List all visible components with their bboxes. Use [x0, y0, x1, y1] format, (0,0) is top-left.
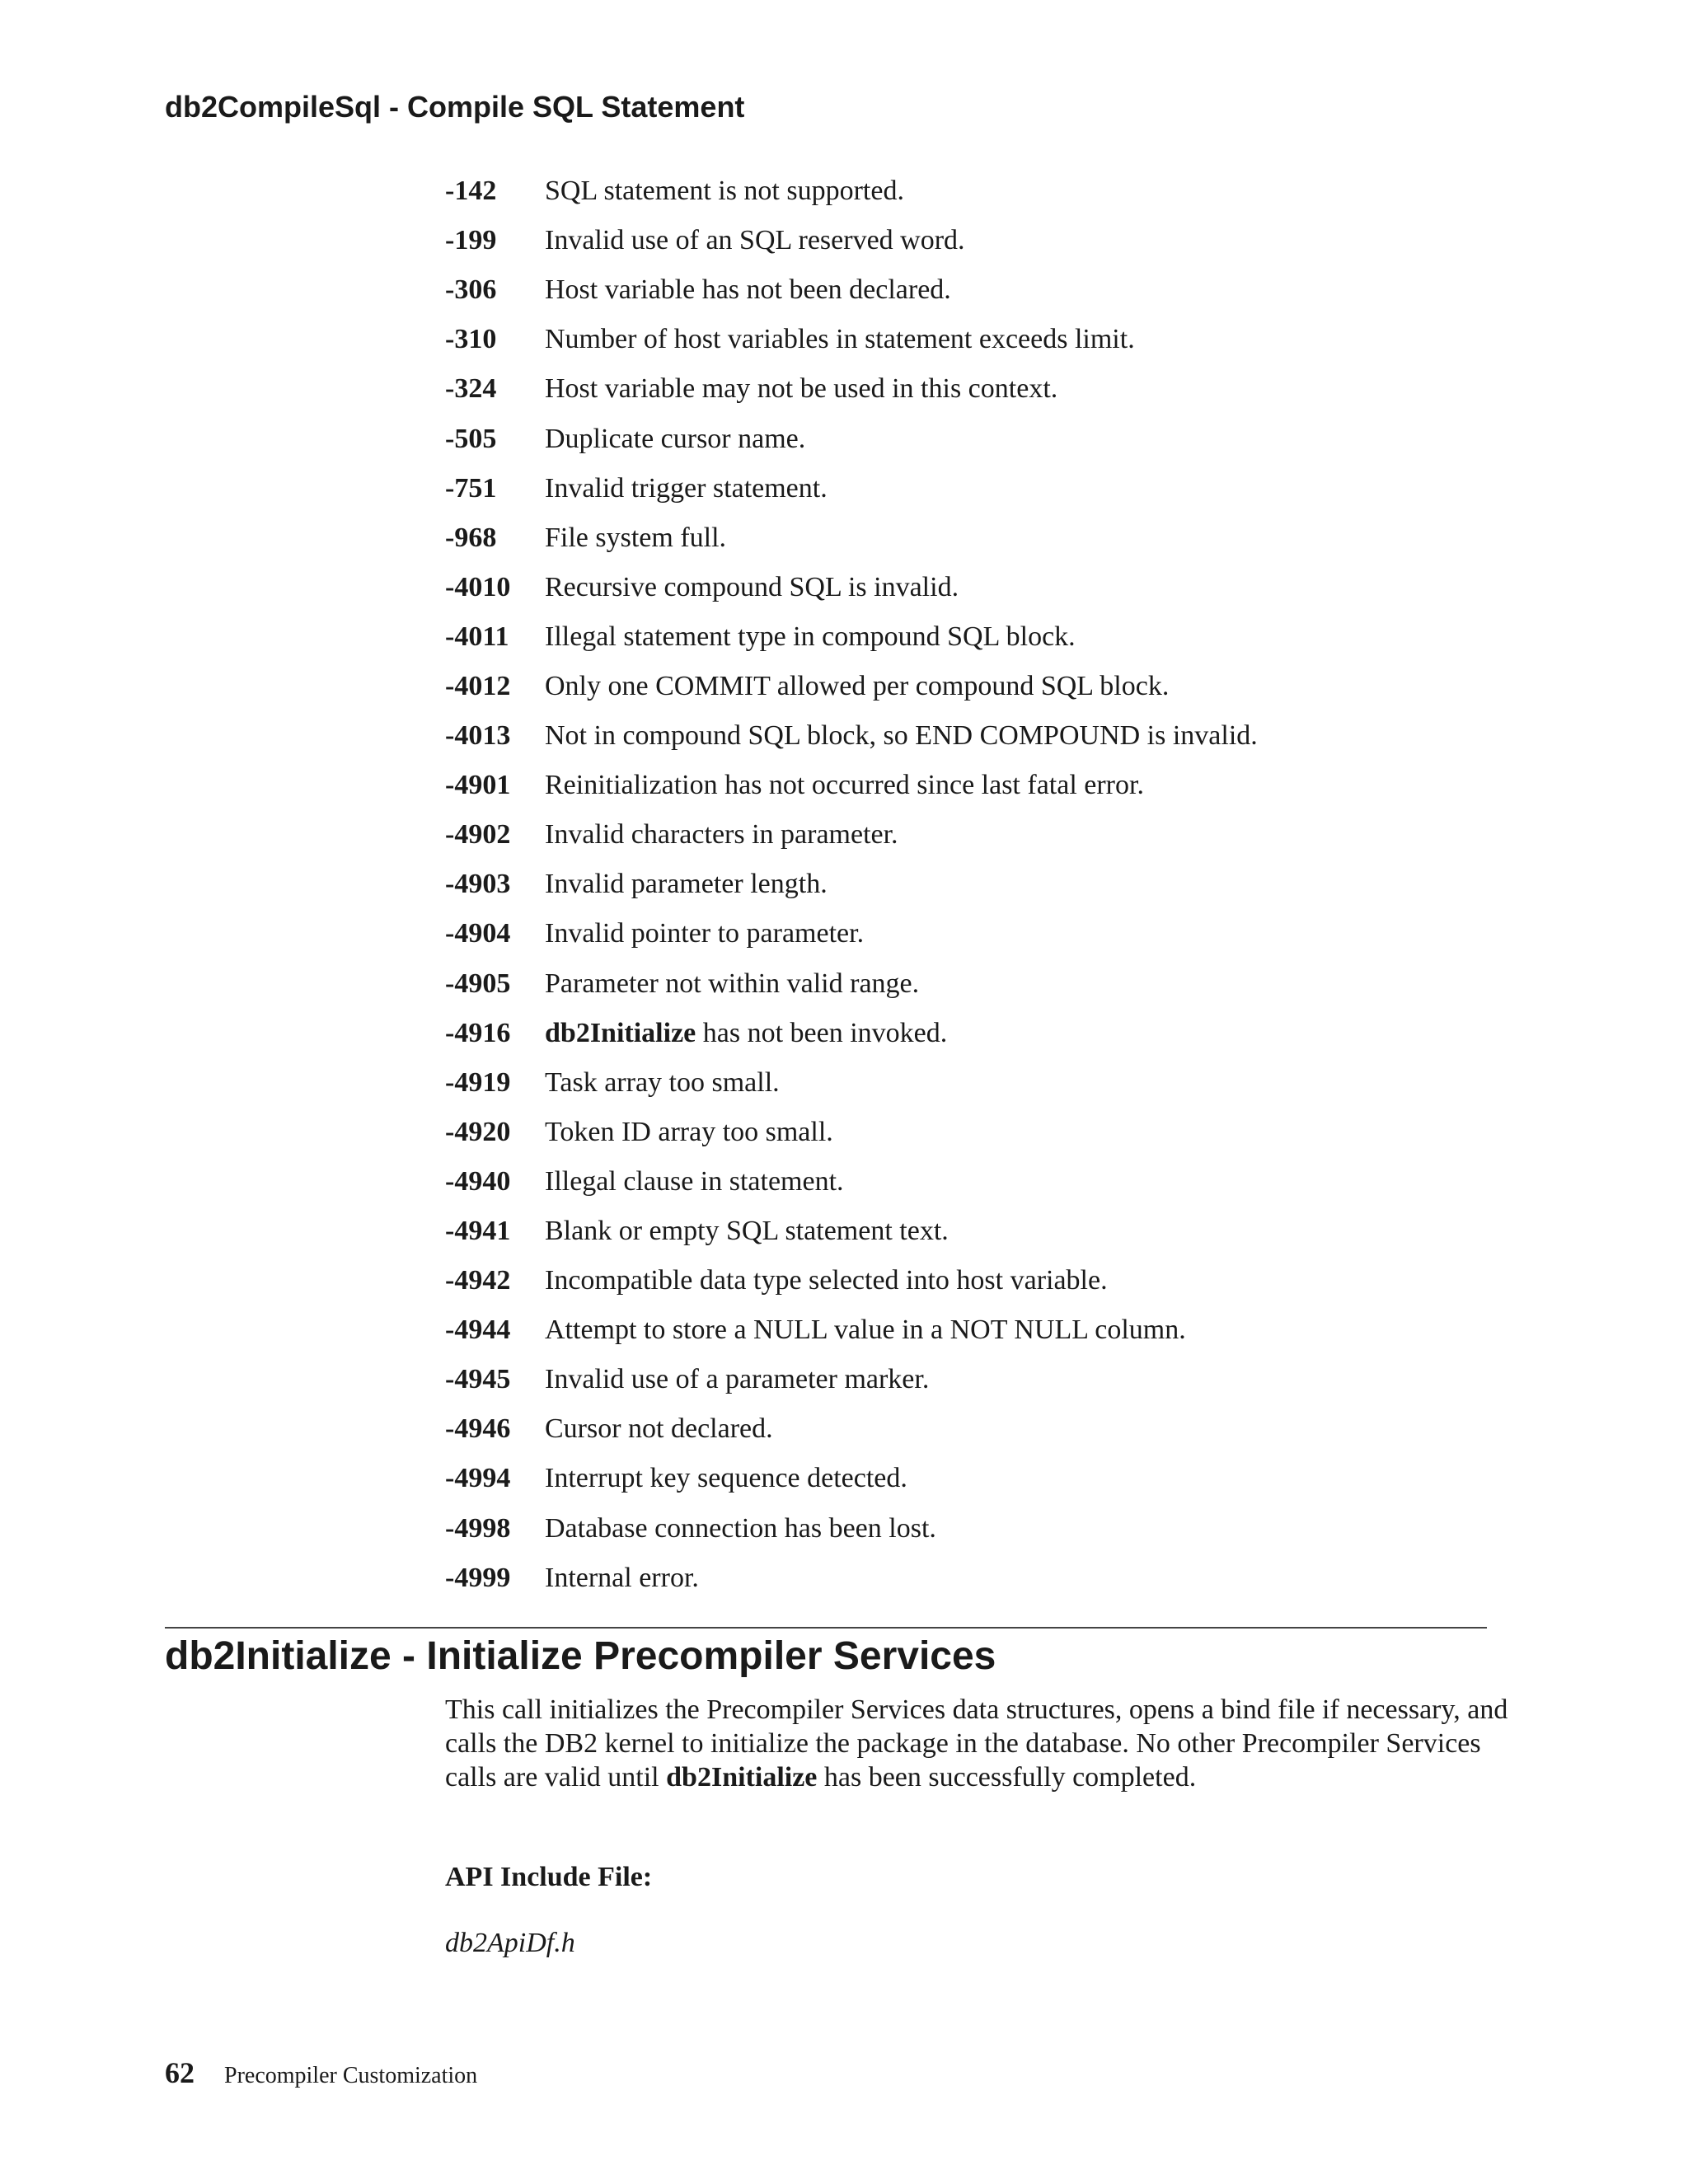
- return-code-description-text: Invalid parameter length.: [545, 869, 828, 900]
- return-code-description-text: Invalid trigger statement.: [545, 472, 828, 504]
- return-code: -968: [445, 522, 497, 553]
- return-code-description: [545, 1265, 1108, 1296]
- return-code-description-text: Token ID array too small.: [545, 1116, 833, 1147]
- return-code: -4994: [445, 1463, 511, 1494]
- return-code-description-text: Duplicate cursor name.: [545, 423, 806, 454]
- return-code-row: [445, 1504, 1517, 1554]
- return-code: -4903: [445, 869, 511, 900]
- return-code-description: [545, 1463, 907, 1494]
- description-text-start: This call initializes the Precompiler Services data structures, opens a bind file if necessary, and calls the DB2 kernel to initialize the package in the database. No other Precompiler Services calls are valid until: [445, 1694, 1508, 1793]
- return-code-description: [545, 918, 864, 949]
- return-code: -4013: [445, 720, 511, 752]
- return-code-description-text: Reinitialization has not occurred since last fatal error.: [545, 770, 1144, 801]
- return-code-description: [545, 1216, 949, 1247]
- return-code: -4946: [445, 1413, 511, 1445]
- return-code-description: [545, 1513, 936, 1544]
- return-code: -4944: [445, 1315, 511, 1346]
- description-text-end: has been successfully completed.: [817, 1762, 1197, 1793]
- return-code: -4999: [445, 1562, 511, 1593]
- return-code-description-text: Interrupt key sequence detected.: [545, 1463, 907, 1494]
- return-code: -751: [445, 472, 497, 504]
- return-code-description-text: Illegal clause in statement.: [545, 1165, 844, 1197]
- return-code-description: [545, 1315, 1186, 1346]
- api-include-file-name: db2ApiDf.h: [445, 1928, 575, 1958]
- return-code-description: [545, 176, 904, 207]
- return-code-description-text: Not in compound SQL block, so END COMPOUND is invalid.: [545, 720, 1258, 752]
- return-code-row: [445, 166, 1517, 216]
- return-code-description: [545, 373, 1057, 405]
- return-code-row: [445, 216, 1517, 265]
- return-code-description: [545, 324, 1135, 355]
- return-code-description-text: File system full.: [545, 522, 727, 553]
- return-code-row: [445, 1554, 1517, 1603]
- return-code: -4945: [445, 1364, 511, 1395]
- page-number: 62: [165, 2056, 195, 2089]
- return-code-description-text: Invalid pointer to parameter.: [545, 918, 865, 949]
- return-code-description: [545, 720, 1258, 752]
- return-code-description-text: SQL statement is not supported.: [545, 176, 904, 207]
- section-description: [445, 1693, 1517, 1794]
- return-code-row: [445, 1009, 1517, 1058]
- return-code: -4905: [445, 968, 511, 999]
- return-code-description: [545, 1413, 773, 1445]
- return-code: -4010: [445, 571, 511, 602]
- return-code-row: [445, 265, 1517, 315]
- return-code-row: [445, 1355, 1517, 1404]
- return-code-description-text: Host variable may not be used in this context.: [545, 373, 1058, 405]
- return-code: -4916: [445, 1017, 511, 1048]
- return-code-list: [445, 166, 1517, 1603]
- return-code-row: [445, 1256, 1517, 1305]
- return-code-description-text: Parameter not within valid range.: [545, 968, 920, 999]
- return-code-row: [445, 315, 1517, 364]
- return-code-description: [545, 473, 828, 504]
- return-code: -4902: [445, 819, 511, 851]
- return-code-row: [445, 1058, 1517, 1108]
- return-code-description-text: Number of host variables in statement exceeds limit.: [545, 324, 1135, 355]
- return-code-description: [545, 1117, 833, 1148]
- return-code-description: [545, 770, 1144, 801]
- return-code-row: [445, 810, 1517, 860]
- return-code-description: [545, 621, 1076, 653]
- return-code-description-text: Incompatible data type selected into host variable.: [545, 1265, 1108, 1296]
- return-code-row: [445, 1108, 1517, 1157]
- return-code-description-text: Database connection has been lost.: [545, 1512, 936, 1544]
- return-code-row: [445, 464, 1517, 513]
- return-code: -4998: [445, 1512, 511, 1544]
- return-code-description: [545, 274, 951, 306]
- return-code-description: [545, 968, 919, 1000]
- section-divider: [165, 1627, 1487, 1629]
- return-code-row: [445, 612, 1517, 662]
- footer-title: Precompiler Customization: [224, 2063, 478, 2088]
- return-code: -324: [445, 373, 497, 405]
- return-code-description-text: Recursive compound SQL is invalid.: [545, 571, 959, 602]
- return-code-description: [545, 225, 965, 256]
- return-code-description-text: Attempt to store a NULL value in a NOT NULL column.: [545, 1315, 1186, 1346]
- return-code-row: [445, 563, 1517, 612]
- return-code-function-name: db2Initialize: [545, 1017, 696, 1048]
- return-code: -4011: [445, 621, 509, 652]
- return-code-description-text: Invalid characters in parameter.: [545, 819, 898, 851]
- return-code: -4904: [445, 918, 511, 949]
- return-code-description: [545, 819, 898, 851]
- return-code-description: [545, 1563, 699, 1594]
- return-code-row: [445, 414, 1517, 463]
- return-code-description-text: Task array too small.: [545, 1066, 780, 1098]
- return-code: -310: [445, 324, 497, 355]
- return-code: -4919: [445, 1066, 511, 1098]
- return-code-row: [445, 1404, 1517, 1454]
- return-code: -142: [445, 176, 497, 207]
- return-code: -4920: [445, 1116, 511, 1147]
- return-code-row: [445, 761, 1517, 810]
- return-code-row: [445, 662, 1517, 711]
- return-code-description: [545, 523, 726, 554]
- return-code-row: [445, 1157, 1517, 1207]
- return-code-row: [445, 513, 1517, 563]
- return-code-description-text: Only one COMMIT allowed per compound SQL block.: [545, 670, 1170, 701]
- return-code-description: [545, 424, 805, 455]
- return-code: -4012: [445, 670, 511, 701]
- description-function-name: db2Initialize: [666, 1762, 818, 1793]
- return-code: -4940: [445, 1165, 511, 1197]
- return-code-description: [545, 1166, 844, 1197]
- return-code-description-text: Host variable has not been declared.: [545, 274, 951, 306]
- return-code: -505: [445, 423, 497, 454]
- return-code-description: [545, 1067, 780, 1099]
- running-header: db2CompileSql - Compile SQL Statement: [165, 90, 745, 124]
- return-code-description: [545, 1018, 947, 1049]
- return-code: -306: [445, 274, 497, 306]
- return-code: -199: [445, 225, 497, 256]
- return-code-row: [445, 711, 1517, 761]
- page-footer: [165, 2055, 477, 2090]
- return-code-row: [445, 860, 1517, 909]
- return-code-description-text: Cursor not declared.: [545, 1413, 773, 1445]
- return-code-description-text: Invalid use of a parameter marker.: [545, 1364, 930, 1395]
- return-code-description-text: Internal error.: [545, 1562, 699, 1593]
- return-code-description-text: Illegal statement type in compound SQL block.: [545, 621, 1076, 652]
- return-code: -4941: [445, 1216, 511, 1247]
- return-code: -4901: [445, 770, 511, 801]
- return-code-row: [445, 364, 1517, 414]
- return-code-row: [445, 1454, 1517, 1503]
- return-code-description: [545, 1364, 929, 1395]
- return-code-row: [445, 909, 1517, 958]
- return-code-description-text: Blank or empty SQL statement text.: [545, 1216, 949, 1247]
- return-code-description: [545, 572, 959, 603]
- api-include-file-label: API Include File:: [445, 1862, 653, 1892]
- return-code-description: [545, 869, 828, 900]
- return-code-row: [445, 1305, 1517, 1355]
- return-code-description-text: Invalid use of an SQL reserved word.: [545, 225, 965, 256]
- return-code: -4942: [445, 1265, 511, 1296]
- return-code-description: [545, 671, 1169, 702]
- return-code-row: [445, 959, 1517, 1009]
- return-code-description-text: has not been invoked.: [696, 1017, 948, 1048]
- section-heading: db2Initialize - Initialize Precompiler Services: [165, 1634, 996, 1678]
- return-code-row: [445, 1207, 1517, 1256]
